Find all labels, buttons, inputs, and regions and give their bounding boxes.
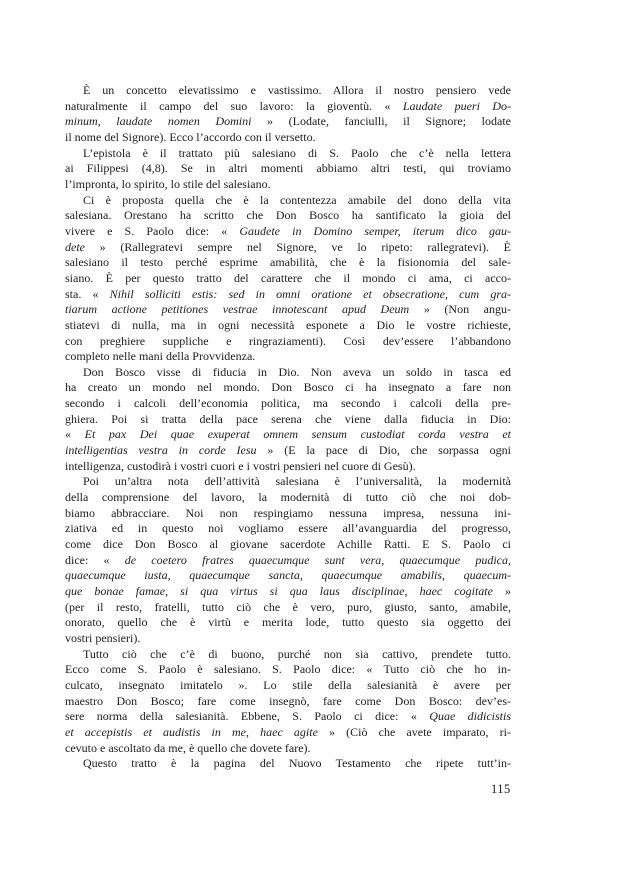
text-line	[65, 130, 511, 146]
text-segment: della comprensione del lavoro, la modernità di tutto ciò che noi dob-	[65, 490, 511, 505]
text-segment: siano. È per questo tratto del carattere che il mondo ci ama, ci acco-	[65, 270, 511, 285]
paragraph	[65, 647, 511, 757]
text-segment: Poi un’altra nota dell’attività salesiana è l’universalità, la modernità	[83, 474, 511, 489]
text-segment: naturalmente il campo del suo lavoro: la gioventù. «	[65, 98, 403, 113]
text-segment: stiatevi di nulla, ma in ogni necessità esponete a Dio le vostre richieste,	[65, 317, 511, 332]
italic-text-segment: tiarum actione petitiones vestrae innotescant apud Deum	[65, 302, 410, 317]
text-line	[65, 490, 511, 506]
text-line	[65, 709, 511, 725]
text-line	[65, 177, 511, 193]
italic-text-segment: Nihil solliciti estis: sed in omni oratione et obsecratione, cum gra-	[109, 286, 511, 301]
text-segment: completo nelle mani della Provvidenza.	[65, 349, 256, 364]
text-segment: cevuto e ascoltato da me, è quello che dovete fare).	[65, 740, 311, 755]
text-line	[65, 553, 511, 569]
text-segment: vivere e S. Paolo dice: «	[65, 223, 240, 238]
text-segment: salesiano il testo perché esprime amabilità, che è la fisionomia del sale-	[65, 255, 511, 270]
text-segment: sta. «	[65, 286, 110, 301]
text-segment: maestro Don Bosco; fare come insegnò, fare come Don Bosco: dev’es-	[65, 693, 511, 708]
text-line	[65, 146, 511, 162]
text-segment: onorato, quello che è virtù e merita lode, tutto questo sia oggetto dei	[65, 615, 511, 630]
text-block	[65, 83, 511, 772]
text-line	[65, 365, 511, 381]
italic-text-segment: que bonae famae, si qua virtus si qua laus disciplinae, haec cogitate	[65, 584, 493, 598]
text-line	[65, 741, 511, 757]
text-segment: ai Filippesi (4,8). Se in altri momenti abbiamo altri testi, qui troviamo	[65, 161, 511, 176]
text-line	[65, 271, 511, 287]
text-segment: (per il resto, fratelli, tutto ciò che è vero, puro, giusto, santo, amabile,	[65, 599, 511, 614]
text-segment: con preghiere suppliche e ringraziamenti). Così dev’essere l’abbandono	[65, 333, 511, 348]
paragraph	[65, 146, 511, 193]
text-segment: l’impronta, lo spirito, lo stile del salesiano.	[65, 176, 271, 191]
italic-text-segment: de coetero fratres quaecumque sunt vera, quaecumque pudica,	[124, 552, 511, 567]
text-segment: salesiana. Orestano ha scritto che Don Bosco ha santificato la gioia del	[65, 208, 511, 223]
text-line	[65, 99, 511, 115]
text-segment: come dice Don Bosco al giovane sacerdote Achille Ratti. E S. Paolo ci	[65, 537, 511, 552]
text-line	[65, 318, 511, 334]
text-line	[65, 193, 511, 209]
text-segment: vostri pensieri).	[65, 630, 141, 645]
text-line	[65, 725, 511, 741]
paragraph	[65, 365, 511, 475]
italic-text-segment: intelligentias vestra in corde Iesu	[65, 443, 257, 458]
text-line	[65, 349, 511, 365]
text-line	[65, 694, 511, 710]
text-segment: ha creato un mondo nel mondo. Don Bosco ci ha insegnato a fare non	[65, 380, 511, 395]
text-segment: ghiera. Poi si tratta della pace serena che viene dalla fiducia in Dio:	[65, 411, 511, 426]
italic-text-segment: dete	[65, 239, 85, 254]
text-line	[65, 302, 511, 318]
page-number: 115	[491, 782, 511, 796]
paragraph	[65, 83, 511, 146]
italic-text-segment: Gaudete in Domino semper, iterum dico gau-	[239, 223, 512, 238]
text-line	[65, 631, 511, 647]
text-line	[65, 521, 511, 537]
italic-text-segment: minum, laudate nomen Domini	[65, 114, 252, 129]
text-line	[65, 334, 511, 350]
text-line	[65, 224, 511, 240]
paragraph	[65, 474, 511, 646]
text-line	[65, 506, 511, 522]
text-segment: » (Non angu-	[409, 302, 512, 317]
italic-text-segment: Laudate pueri Do-	[402, 98, 512, 113]
text-line	[65, 537, 511, 553]
text-line	[65, 756, 511, 772]
text-segment: » (Ciò che avete imparato, ri-	[317, 724, 511, 739]
text-line	[65, 161, 511, 177]
text-line	[65, 647, 511, 663]
text-segment: È un concetto elevatissimo e vastissimo. Allora il nostro pensiero vede	[83, 83, 511, 97]
text-segment: intelligenza, custodirà i vostri cuori e i vostri pensieri nel cuore di Gesù).	[65, 458, 416, 473]
text-line	[65, 662, 511, 678]
text-segment: Ecco come S. Paolo è salesiano. S. Paolo dice: « Tutto ciò che ho in-	[65, 662, 511, 677]
text-line	[65, 114, 511, 130]
text-line	[65, 600, 511, 616]
paragraph	[65, 193, 511, 365]
text-segment: secondo i calcoli dell’economia politica, ma secondo i calcoli della pre-	[65, 396, 511, 411]
italic-text-segment: et accepistis et audistis in me, haec agite	[65, 724, 318, 739]
text-line	[65, 443, 511, 459]
text-line	[65, 678, 511, 694]
text-segment: » (Lodate, fanciulli, il Signore; lodate	[251, 114, 511, 129]
text-segment: culcato, insegnato imitatelo ». Lo stile della salesianità è avere per	[65, 677, 511, 692]
text-segment: biamo abbracciare. Noi non respingiamo nessuna impresa, nessuna ini-	[65, 505, 511, 520]
text-line	[65, 474, 511, 490]
text-line	[65, 615, 511, 631]
text-segment: Tutto ciò che c’è di buono, purché non sia cattivo, prendete tutto.	[83, 646, 511, 661]
text-line	[65, 240, 511, 256]
text-segment: » (Rallegratevi sempre nel Signore, ve lo ripeto: rallegratevi). È	[85, 239, 511, 254]
text-line	[65, 459, 511, 475]
text-line	[65, 412, 511, 428]
italic-text-segment: Quae didicistis	[429, 709, 512, 724]
text-segment: dice: «	[65, 552, 125, 567]
text-line	[65, 396, 511, 412]
text-line	[65, 584, 511, 600]
text-segment: «	[65, 427, 85, 442]
text-line	[65, 287, 511, 303]
text-line	[65, 83, 511, 99]
italic-text-segment: Et pax Dei quae exuperat omnem sensum custodiat corda vestra et	[84, 427, 511, 442]
italic-text-segment: quaecumque iusta, quaecumque sancta, quaecumque amabilis, quaecum-	[65, 568, 511, 583]
text-segment: L’epistola è il trattato più salesiano di S. Paolo che c’è nella lettera	[83, 145, 511, 160]
text-segment: sere norma della salesianità. Ebbene, S. Paolo ci dice: «	[65, 709, 430, 724]
text-segment: Don Bosco visse di fiducia in Dio. Non aveva un soldo in tasca ed	[83, 364, 511, 379]
text-line	[65, 208, 511, 224]
text-segment: » (E la pace di Dio, che sorpassa ogni	[256, 443, 511, 458]
text-segment: »	[492, 584, 511, 598]
text-segment: Ci è proposta quella che è la contentezza amabile del dono della vita	[83, 192, 511, 207]
text-line	[65, 380, 511, 396]
paragraph	[65, 756, 511, 772]
text-line	[65, 568, 511, 584]
text-segment: Questo tratto è la pagina del Nuovo Testamento che ripete tutt’in-	[83, 756, 511, 771]
text-segment: il nome del Signore). Ecco l’accordo con il versetto.	[65, 129, 316, 144]
text-segment: ziativa ed in questo noi vogliamo essere all’avanguardia del progresso,	[65, 521, 511, 536]
text-line	[65, 255, 511, 271]
text-line	[65, 427, 511, 443]
